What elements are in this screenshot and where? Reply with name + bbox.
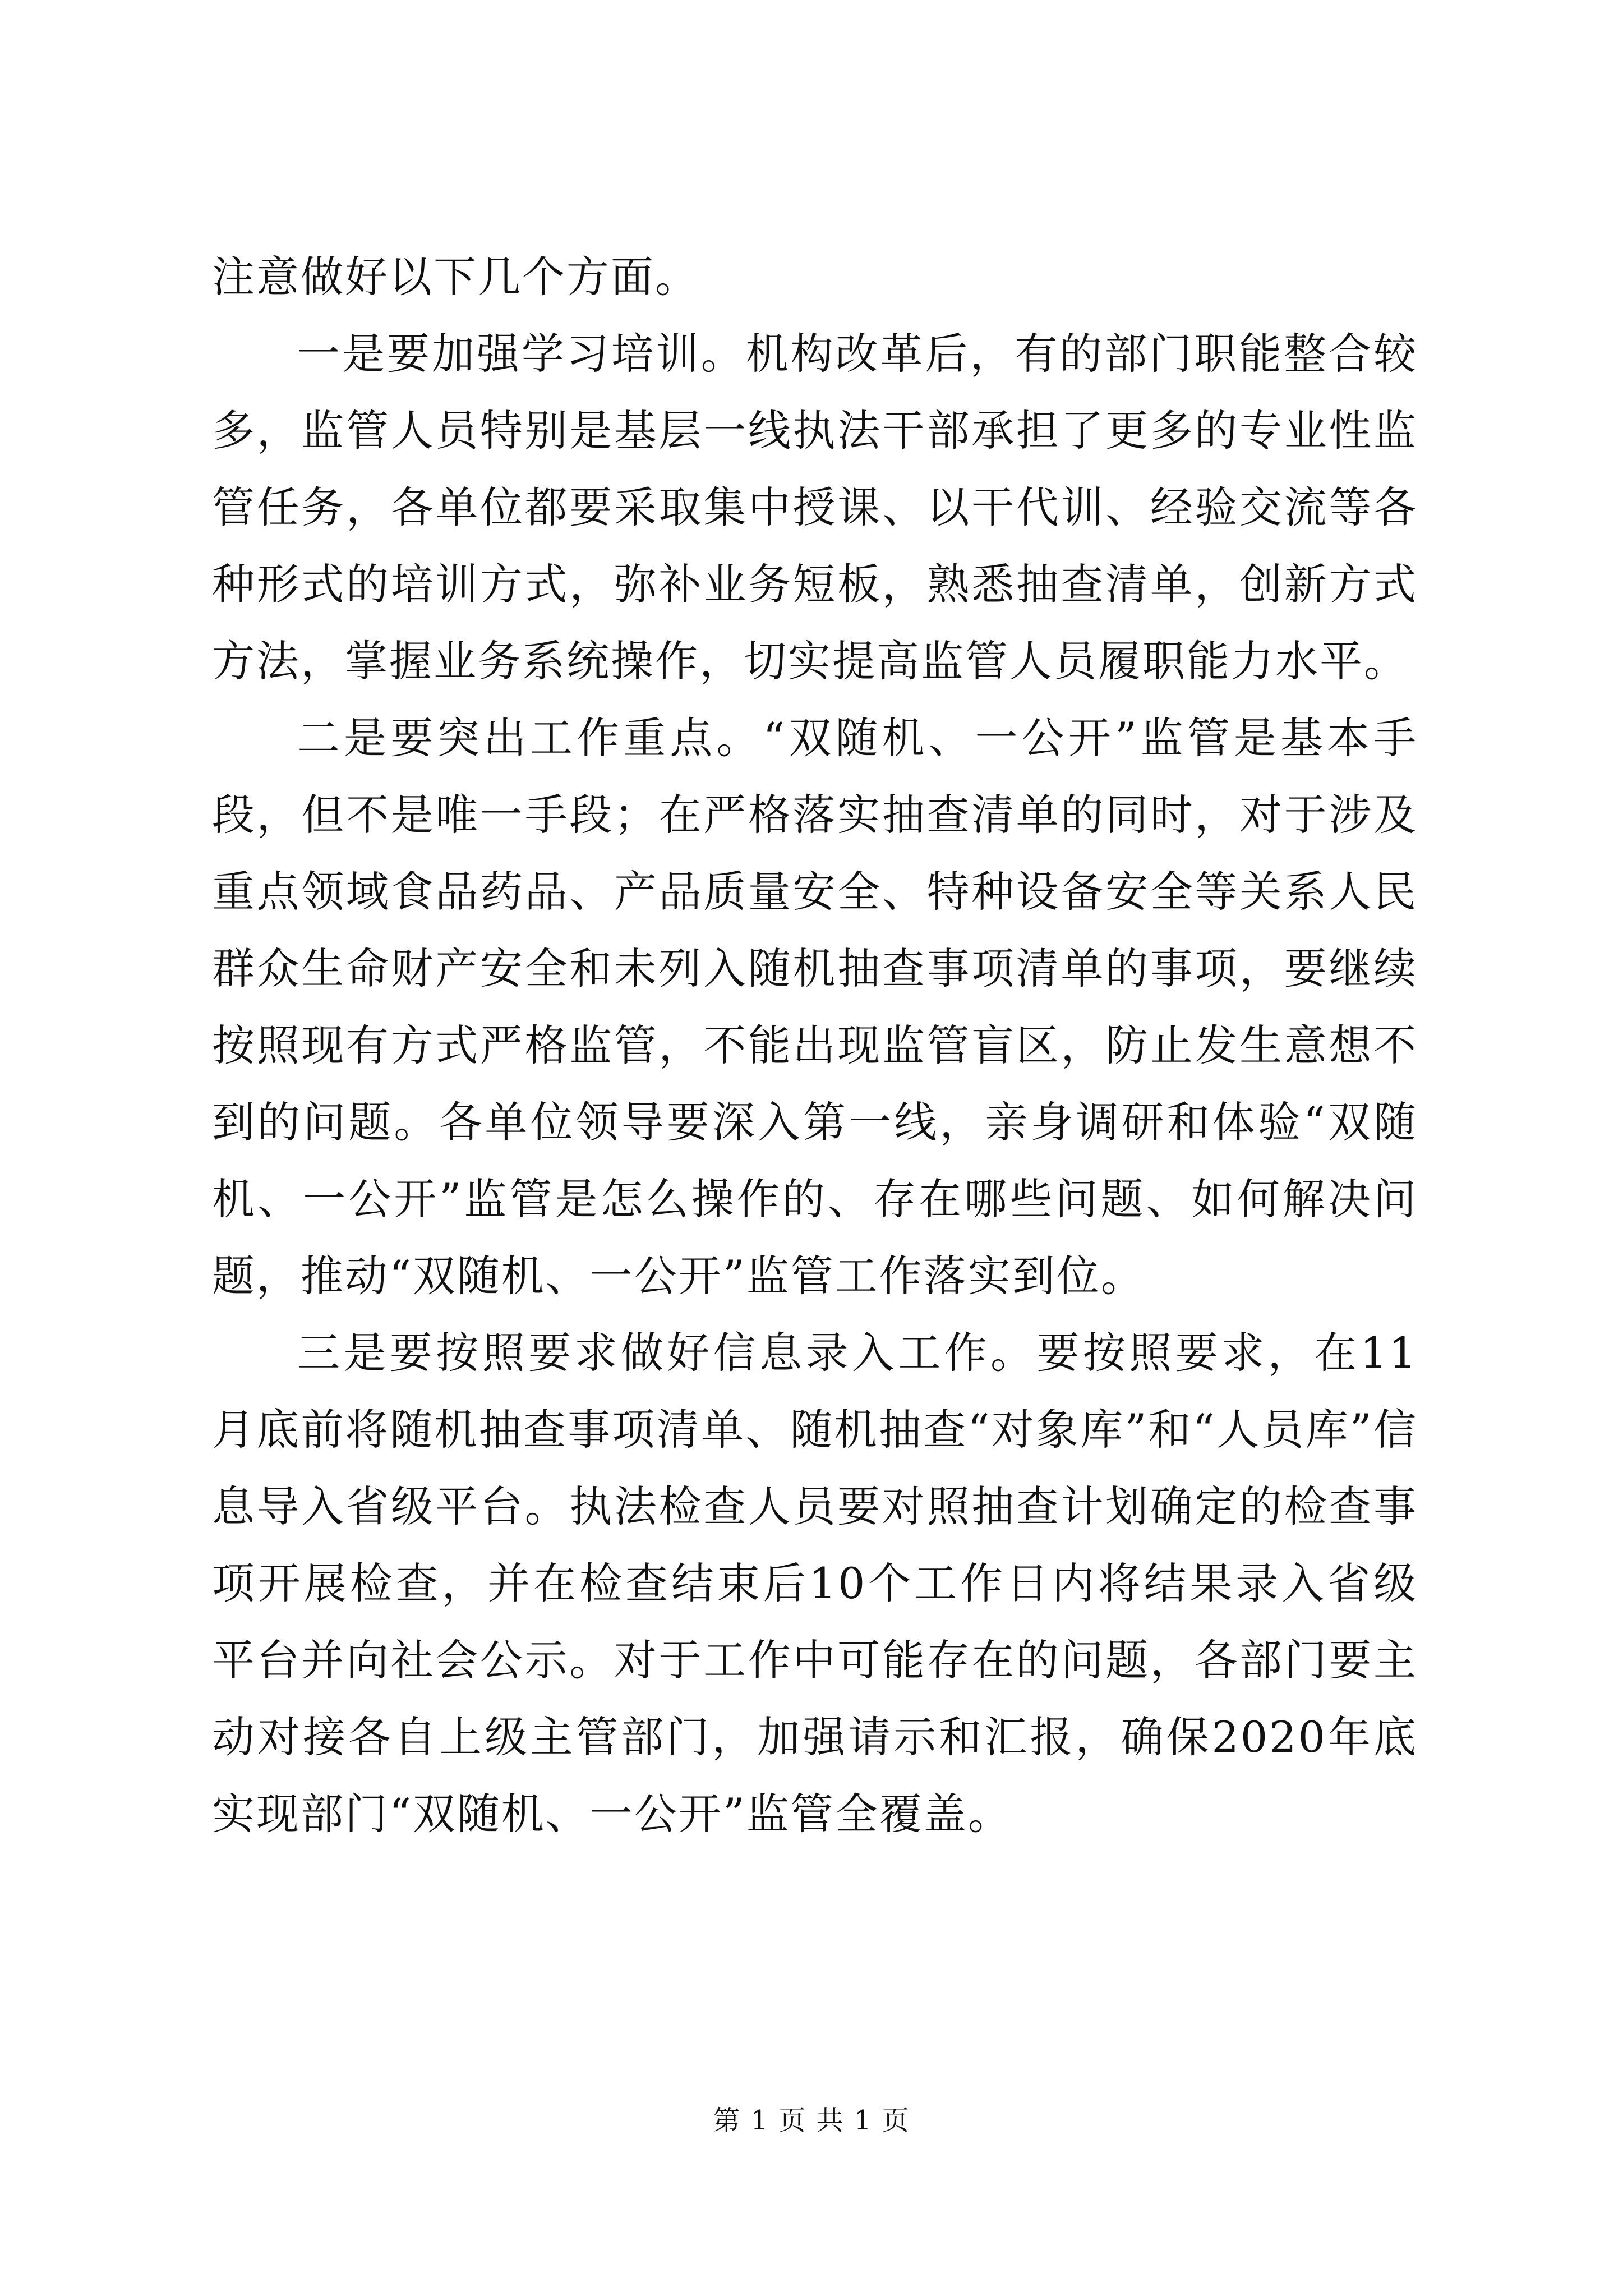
paragraph-study-training: 一是要加强学习培训。机构改革后，有的部门职能整合较多，监管人员特别是基层一线执法干部承担了更多的专业性监管任务，各单位都要采取集中授课、以干代训、经验交流等各种形式的培训方式，弥补业务短板，熟悉抽查清单，创新方式方法，掌握业务系统操作，切实提高监管人员履职能力水平。 — [212, 329, 1418, 686]
paragraph-info-entry: 三是要按照要求做好信息录入工作。要按照要求，在11月底前将随机抽查事项清单、随机抽查“对象库”和“人员库”信息导入省级平台。执法检查人员要对照抽查计划确定的检查事项开展检查，并在检查结束后10个工作日内将结果录入省级平台并向社会公示。对于工作中可能存在的问题，各部门要主动对接各自上级主管部门，加强请示和汇报，确保2020年底实现部门“双随机、一公开”监管全覆盖。 — [212, 1328, 1418, 1839]
paragraph-work-focus: 二是要突出工作重点。“双随机、一公开”监管是基本手段，但不是唯一手段；在严格落实抽查清单的同时，对于涉及重点领域食品药品、产品质量安全、特种设备安全等关系人民群众生命财产安全和未列入随机抽查事项清单的事项，要继续按照现有方式严格监管，不能出现监管盲区，防止发生意想不到的问题。各单位领导要深入第一线，亲身调研和体验“双随机、一公开”监管是怎么操作的、存在哪些问题、如何解决问题，推动“双随机、一公开”监管工作落实到位。 — [212, 713, 1418, 1301]
paragraph-continuation: 注意做好以下几个方面。 — [212, 252, 699, 302]
page-footer: 第 1 页 共 1 页 — [713, 2105, 910, 2136]
document-body — [212, 238, 1418, 1852]
